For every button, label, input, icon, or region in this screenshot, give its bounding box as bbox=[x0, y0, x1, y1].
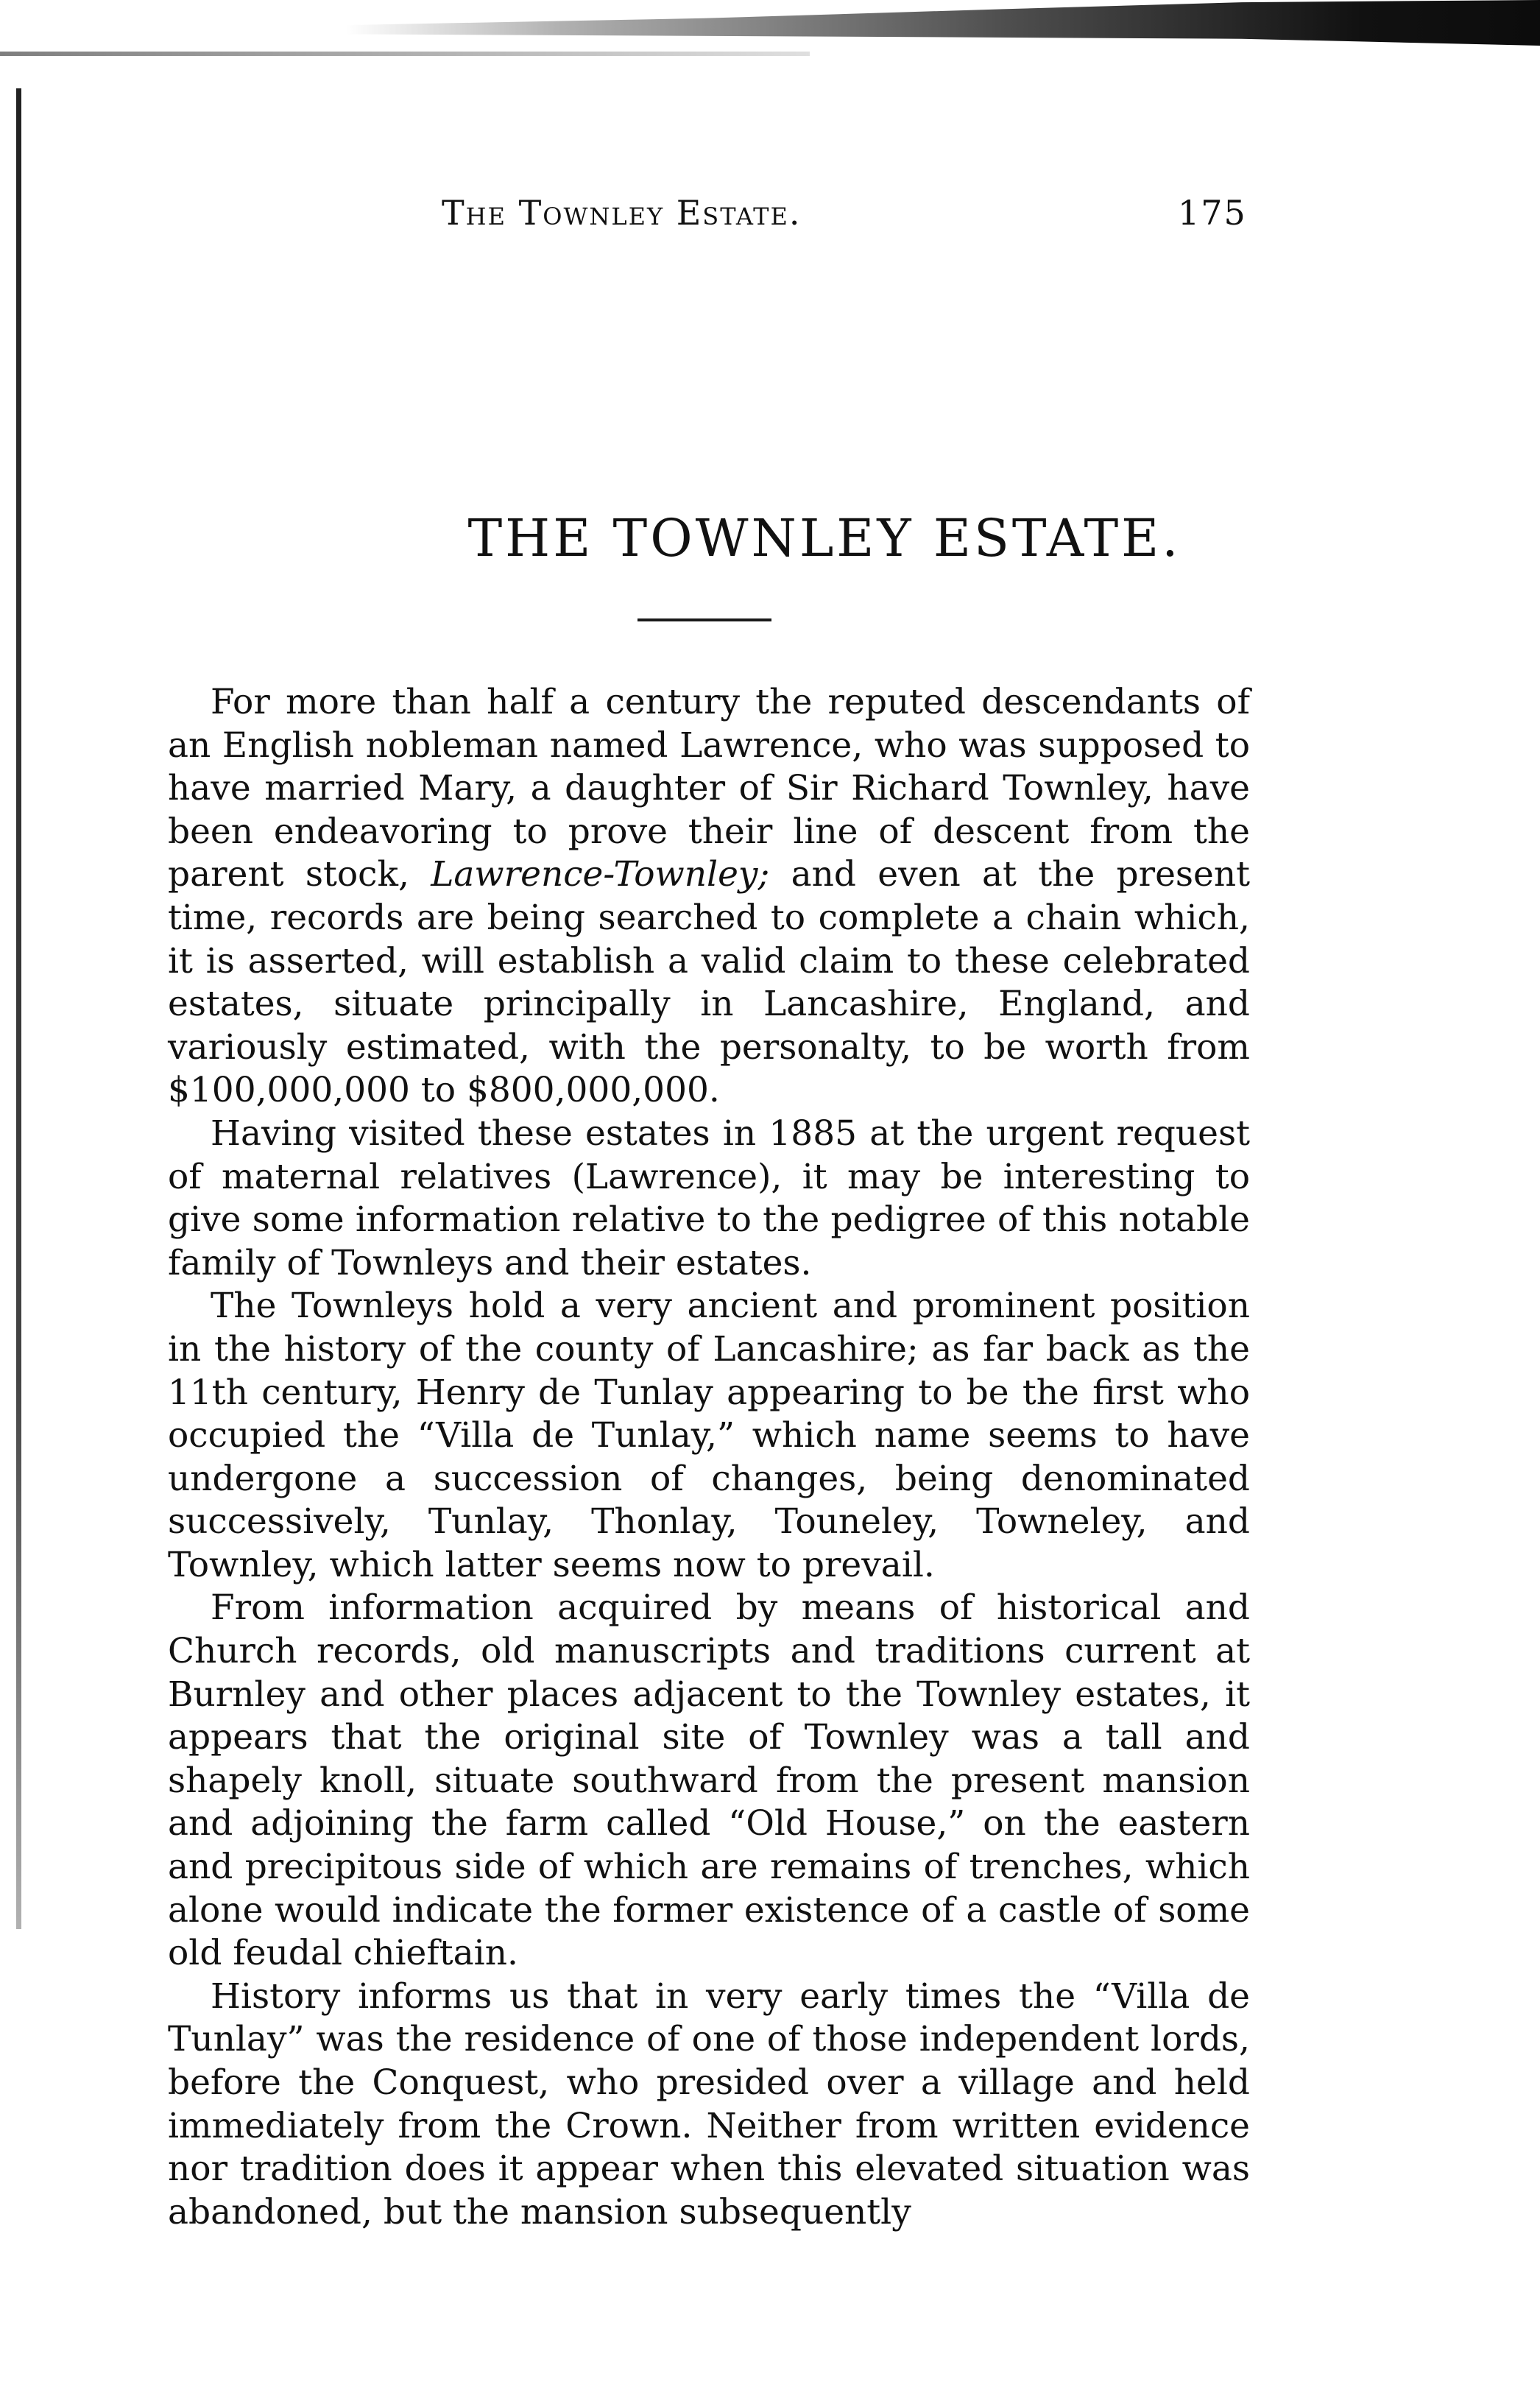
paragraph-1 bbox=[168, 681, 1250, 1113]
scan-shadow-bar bbox=[346, 0, 1540, 46]
page-number: 175 bbox=[1178, 193, 1247, 233]
article-title: THE TOWNLEY ESTATE. bbox=[467, 508, 1182, 568]
italic-name: Lawrence-Townley; bbox=[431, 854, 770, 895]
paragraph-2: Having visited these estates in 1885 at the urgent request of maternal relatives (Lawrence), it may be interesting to give some information relative to the pedigree of this notable family of Townleys and their estates. bbox=[168, 1113, 1250, 1283]
paragraph-3: The Townleys hold a very ancient and prominent position in the history of the county of Lancashire; as far back as the 11th century, Henry de Tunlay appearing to be the first who occupied the “Villa de Tunlay,” which name seems to have undergone a succession of changes, being denominated successively, Tunlay, Thonlay, Touneley, Towneley, and Townley, which latter seems now to prevail. bbox=[168, 1286, 1250, 1585]
scan-hairline bbox=[0, 52, 810, 56]
title-rule bbox=[637, 618, 771, 621]
article-body bbox=[168, 681, 1250, 2234]
scan-left-edge bbox=[16, 88, 21, 1929]
paragraph-5: History informs us that in very early times the “Villa de Tunlay” was the residence of one of those independent lords, before the Conquest, who presided over a village and held immediately from the Crown. Neither from written evidence nor tradition does it appear when this elevated situation was abandoned, but the mansion subsequently bbox=[168, 1975, 1250, 2232]
running-head bbox=[442, 184, 1251, 243]
paragraph-1-text-a: For more than half a century the reputed descendants of an English nobleman named Lawrence, who was supposed to have married Mary, a daughter of Sir Richard Townley, have been endeavoring to prove their line of descent from the parent stock, bbox=[168, 682, 1250, 895]
paragraph-1-text-b: and even at the present time, records are being searched to complete a chain which, it is asserted, will establish a valid claim to these celebrated estates, situate principally in Lancashire, England, and variously estimated, with the personalty, to be worth from $100,000,000 to $800,000,000. bbox=[168, 854, 1250, 1111]
running-title: The Townley Estate. bbox=[442, 193, 802, 233]
paragraph-4: From information acquired by means of historical and Church records, old manuscripts and traditions current at Burnley and other places adjacent to the Townley estates, it appears that the original site of Townley was a tall and shapely knoll, situate southward from the present mansion and adjoining the farm called “Old House,” on the eastern and precipitous side of which are remains of trenches, which alone would indicate the former existence of a castle of some old feudal chieftain. bbox=[168, 1587, 1250, 1974]
scan-top-edge bbox=[0, 0, 1540, 70]
